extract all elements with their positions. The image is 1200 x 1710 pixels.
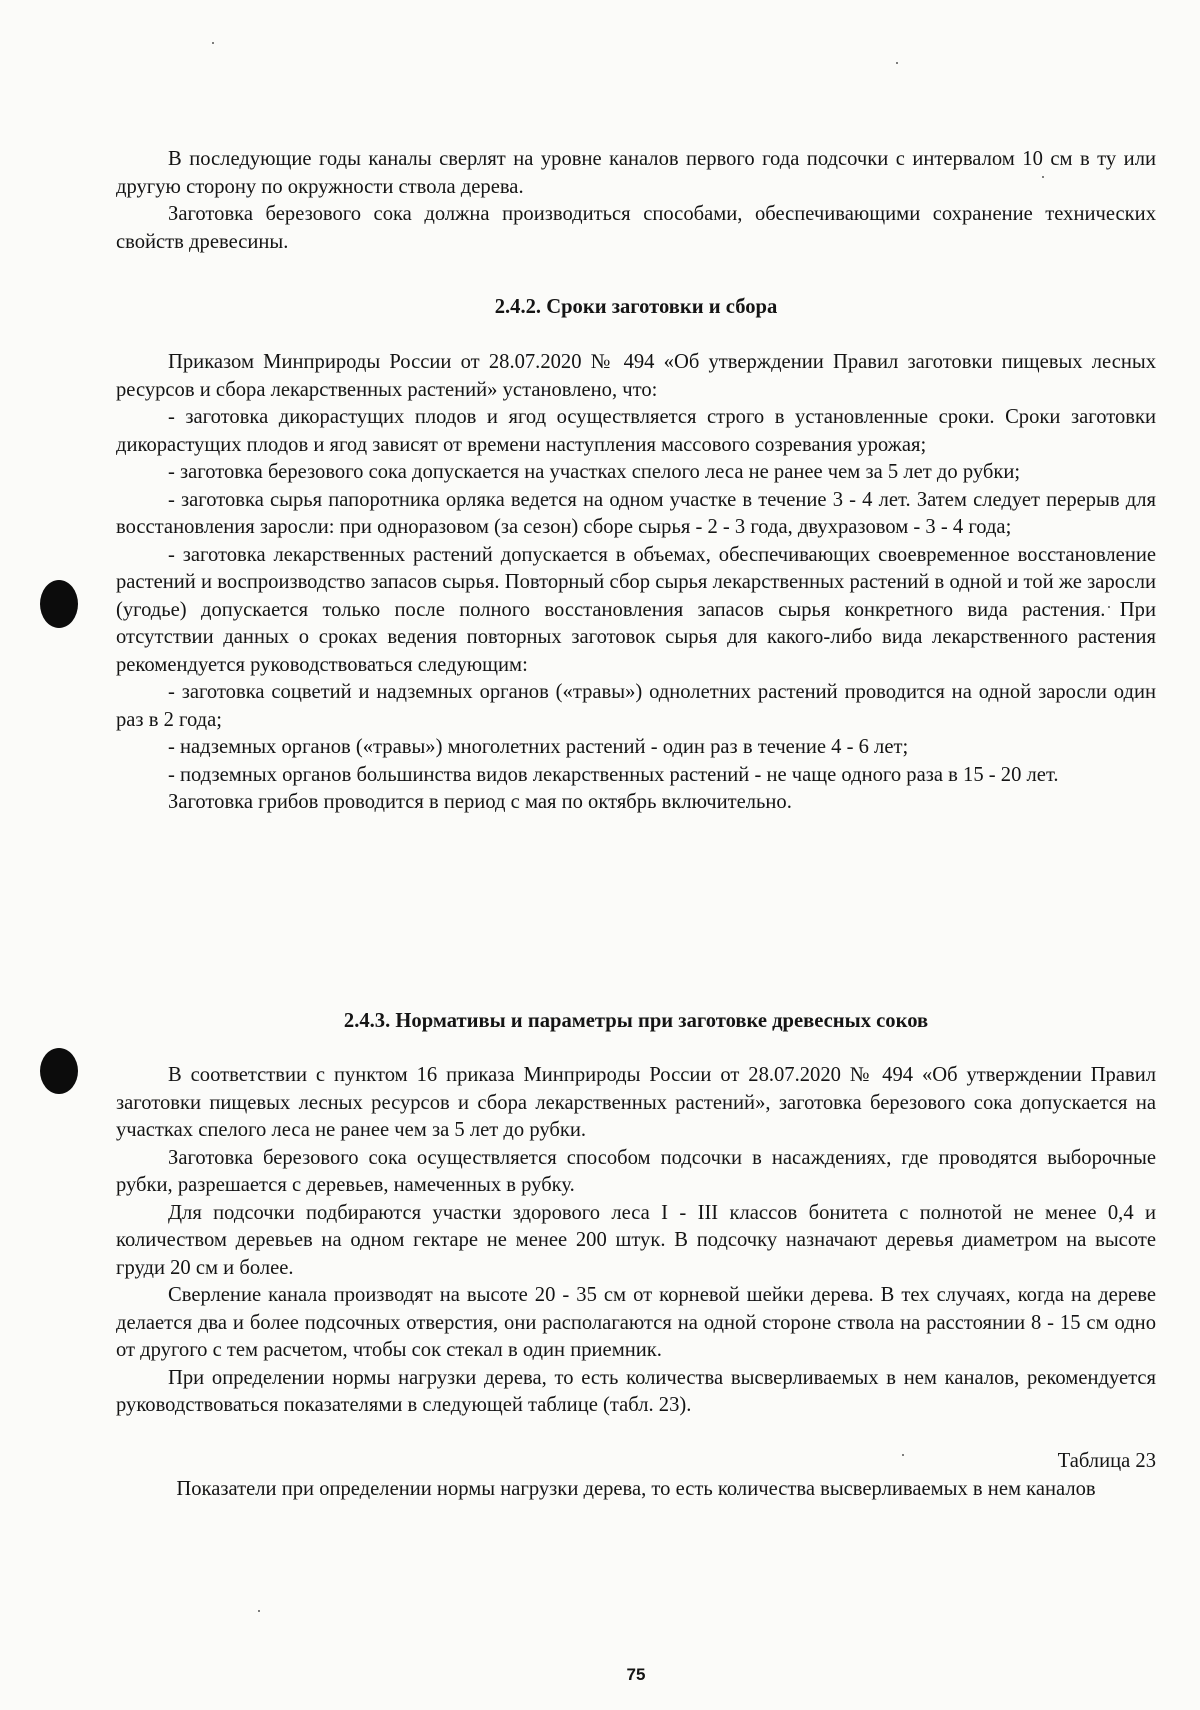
section-heading: 2.4.3. Нормативы и параметры при заготовке древесных соков bbox=[343, 1010, 929, 1032]
paragraph: В соответствии с пунктом 16 приказа Минприроды России от 28.07.2020 № 494 «Об утверждении Правил заготовки пищевых лесных ресурсов и сбора лекарственных растений», заготовка березового сока допускается на участках спелого леса не ранее чем за 5 лет до рубки. bbox=[116, 1064, 1156, 1141]
section-243-body bbox=[116, 1062, 1156, 1420]
paragraph: В последующие годы каналы сверлят на уровне каналов первого года подсочки с интервалом 10 см в ту или другую сторону по окружности ствола дерева. bbox=[116, 148, 1156, 198]
list-item: - заготовка лекарственных растений допускается в объемах, обеспечивающих своевременное восстановление растений и воспроизводство запасов сырья. Повторный сбор сырья лекарственных растений в одной и той же заросли (угодье) допускается только после полного восстановления запасов сырья конкретного вида растения. При отсутствии данных о сроках ведения повторных заготовок сырья для какого-либо вида лекарственного растения рекомендуется руководствоваться следующим: bbox=[116, 543, 1156, 676]
table-caption: Показатели при определении нормы нагрузки дерева, то есть количества высверливаемых в нем каналов bbox=[176, 1477, 1096, 1500]
table-header bbox=[116, 1448, 1156, 1503]
list-item: - надземных органов («травы») многолетних растений - один раз в течение 4 - 6 лет; bbox=[168, 736, 909, 758]
paragraph: При определении нормы нагрузки дерева, то есть количества высверливаемых в нем каналов, рекомендуется руководствоваться показателями в следующей таблице (табл. 23). bbox=[116, 1366, 1156, 1416]
paragraph: Для подсочки подбираются участки здорового леса I - III классов бонитета с полнотой не менее 0,4 и количеством деревьев на одном гектаре не менее 200 штук. В подсочку назначают деревья диаметром на высоте груди 20 см и более. bbox=[116, 1201, 1156, 1279]
intro-block bbox=[116, 146, 1156, 256]
section-243 bbox=[116, 1008, 1156, 1036]
punch-hole-bottom bbox=[40, 1048, 78, 1094]
paragraph: Заготовка грибов проводится в период с мая по октябрь включительно. bbox=[168, 791, 792, 813]
list-item: - заготовка дикорастущих плодов и ягод осуществляется строго в установленные сроки. Сроки заготовки дикорастущих плодов и ягод зависят от времени наступления массового созревания урожая; bbox=[116, 406, 1156, 456]
page-number: 75 bbox=[626, 1665, 646, 1684]
list-item: - заготовка соцветий и надземных органов («травы») однолетних растений проводится на одной заросли один раз в 2 года; bbox=[116, 681, 1156, 731]
punch-hole-top bbox=[40, 580, 78, 628]
document-page bbox=[116, 0, 1156, 1710]
list-item: - подземных органов большинства видов лекарственных растений - не чаще одного раза в 15 - 20 лет. bbox=[168, 763, 1059, 786]
paragraph: Сверление канала производят на высоте 20 - 35 см от корневой шейки дерева. В тех случаях, когда на дереве делается два и более подсочных отверстия, они располагаются на одной стороне ствола на расстоянии 8 - 15 см одно от другого с тем расчетом, чтобы сок стекал в один приемник. bbox=[116, 1284, 1156, 1361]
section-242-body bbox=[116, 349, 1156, 817]
paragraph: Заготовка березового сока должна производиться способами, обеспечивающими сохранение технических свойств древесины. bbox=[116, 203, 1156, 253]
list-item: - заготовка березового сока допускается на участках спелого леса не ранее чем за 5 лет до рубки; bbox=[168, 461, 1021, 483]
section-242 bbox=[116, 294, 1156, 322]
table-label: Таблица 23 bbox=[1057, 1450, 1156, 1472]
list-item: - заготовка сырья папоротника орляка ведется на одном участке в течение 3 - 4 лет. Затем следует перерыв для восстановления заросли: при одноразовом (за сезон) сборе сырья - 2 - 3 года, двухразовом - 3 - 4 года; bbox=[116, 488, 1156, 538]
section-heading: 2.4.2. Сроки заготовки и сбора bbox=[494, 296, 778, 318]
paragraph: Приказом Минприроды России от 28.07.2020 № 494 «Об утверждении Правил заготовки пищевых лесных ресурсов и сбора лекарственных растений» установлено, что: bbox=[116, 351, 1156, 401]
paragraph: Заготовка березового сока осуществляется способом подсочки в насаждениях, где проводятся выборочные рубки, разрешается с деревьев, намеченных в рубку. bbox=[116, 1146, 1156, 1196]
